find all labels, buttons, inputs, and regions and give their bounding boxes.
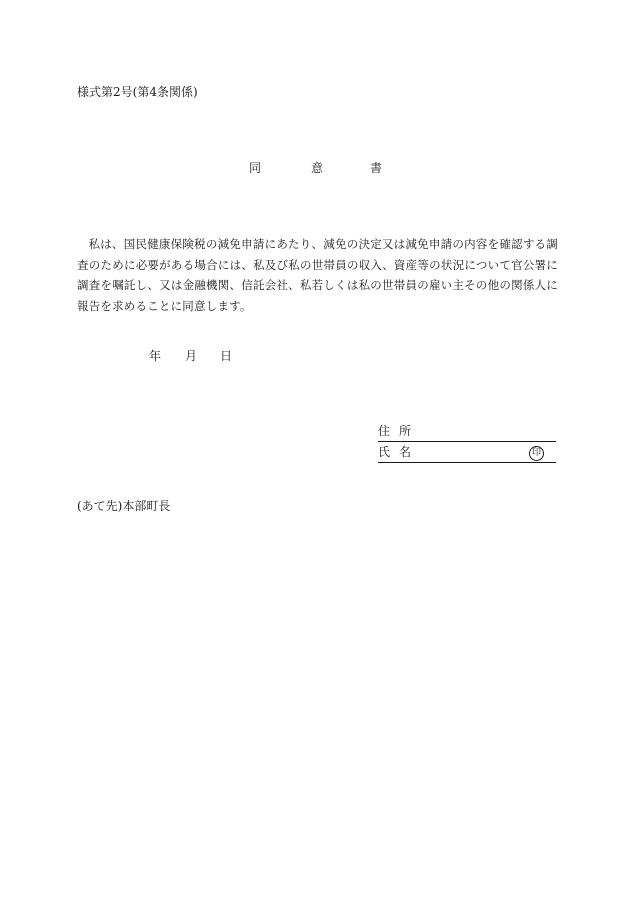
title-char-2: 意 <box>311 161 324 175</box>
title-char-1: 同 <box>249 161 262 175</box>
form-number: 様式第2号(第4条関係) <box>77 85 198 99</box>
name-label: 氏名 <box>378 445 421 459</box>
address-label: 住所 <box>378 424 421 438</box>
addressee: (あて先)本部町長 <box>77 499 171 513</box>
seal-icon: 印 <box>529 446 544 461</box>
consent-body-text: 私は、国民健康保険税の減免申請にあたり、減免の決定又は減免申請の内容を確認する調査のために必要がある場合には、私及び私の世帯員の収入、資産等の状況について官公署に調査を嘱託し、又は金融機関、信託会社、私若しくは私の世帯員の雇い主その他の関係人に報告を求めることに同意します。 <box>77 237 558 313</box>
name-field[interactable] <box>378 444 556 463</box>
date-month-label: 月 <box>185 349 198 363</box>
signature-block <box>378 423 556 465</box>
date-year-label: 年 <box>149 349 162 363</box>
title-char-3: 書 <box>370 161 383 175</box>
date-day-label: 日 <box>220 349 233 363</box>
address-field[interactable] <box>378 423 556 442</box>
